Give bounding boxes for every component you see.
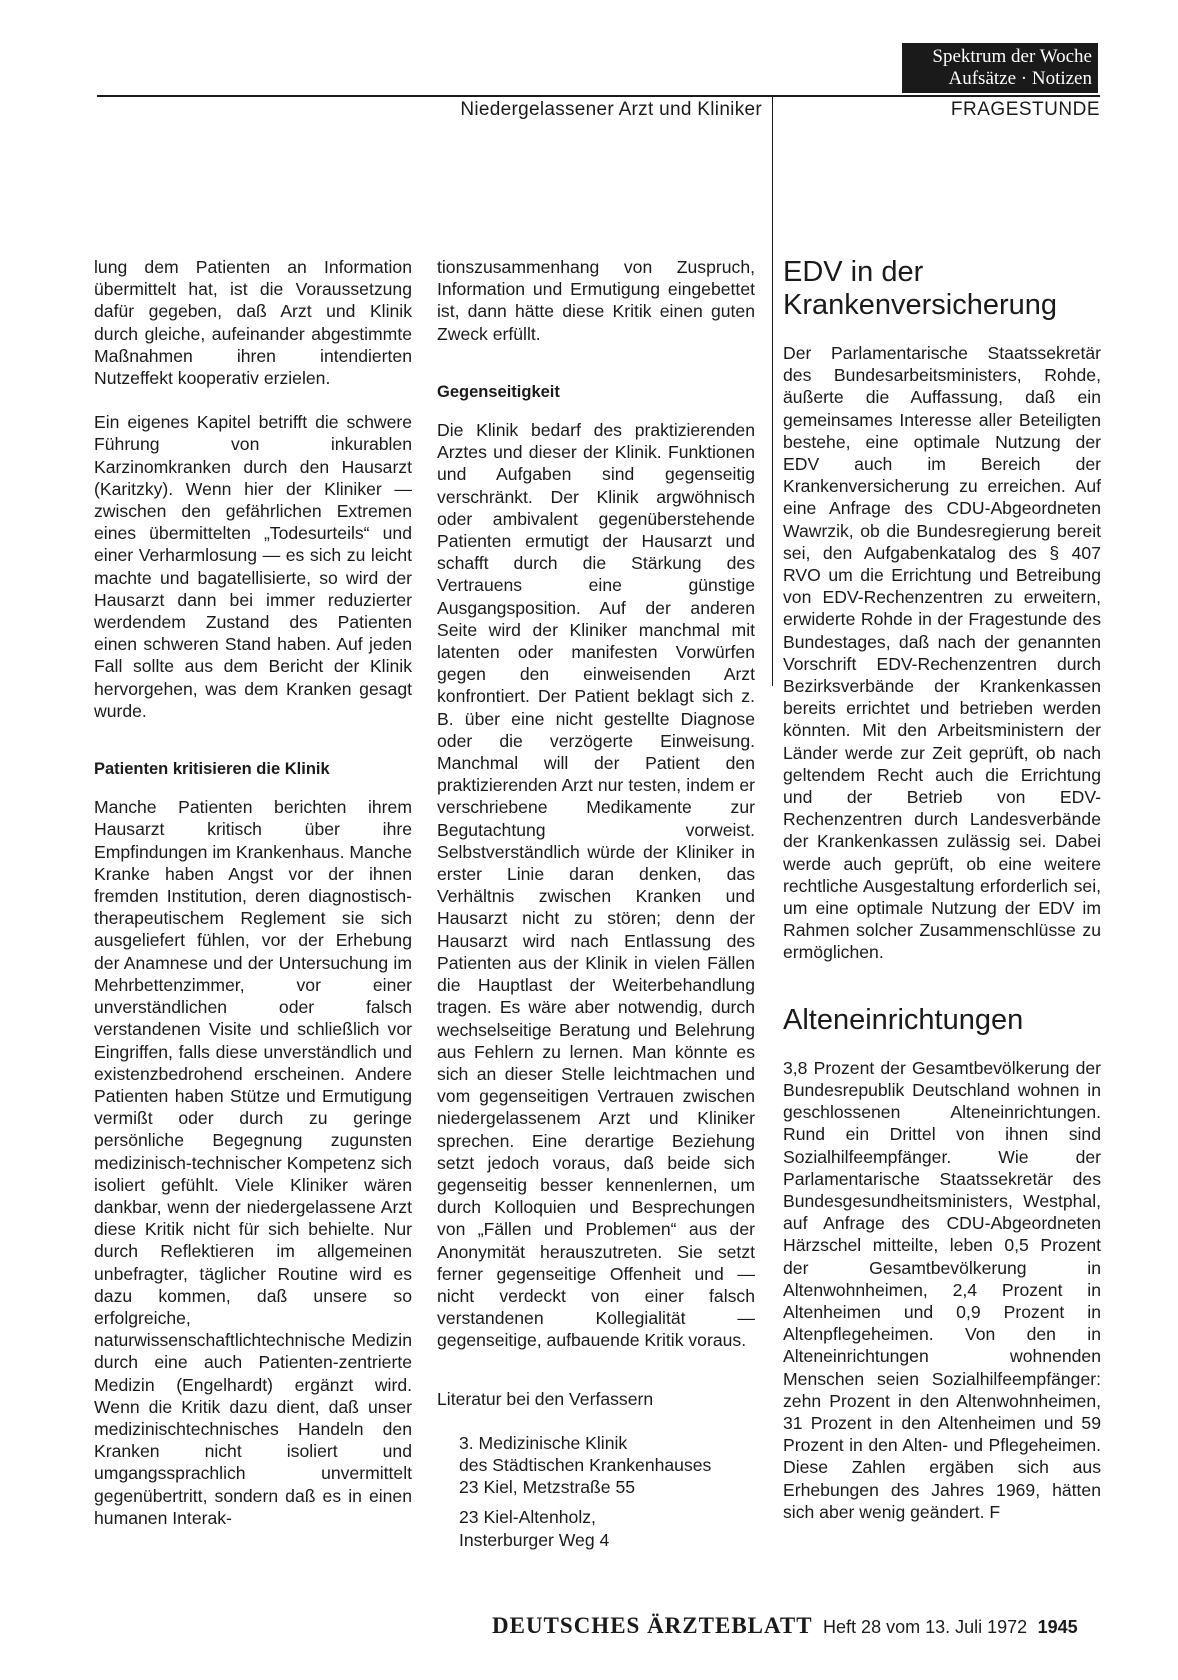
paragraph: tionszusammenhang von Zuspruch, Information und Ermutigung eingebettet ist, dann hätte diese Kritik einen guten Zweck erfüllt. [437, 257, 755, 344]
literature-note: Literatur bei den Verfassern [437, 1388, 654, 1409]
author-address-2 [437, 1506, 755, 1550]
running-head-left: Niedergelassener Arzt und Kliniker [460, 99, 762, 120]
paragraph: Der Parlamentarische Staatssekretär des Bundesarbeitsministers, Rohde, äußerte die Auffassung, daß ein gemeinsames Interesse aller Beteiligten bestehe, eine optimale Nutzung der EDV auch im Bereich der Krankenversicherung zu erreichen. Auf eine Anfrage des CDU-Abgeordneten Wawrzik, ob die Bundesregierung bereit sei, den Aufgabenkatalog des § 407 RVO um die Errichtung und Betreibung von EDV-Rechenzentren zu erweitern, erwiderte Rohde in der Fragestunde des Bundestages, daß nach der genannten Vorschrift EDV-Rechenzentren durch Bezirksverbände der Krankenkassen bereits errichtet und betrieben werden könnten. Mit den Arbeitsministern der Länder werde zur Zeit geprüft, ob nach geltendem Recht auch die Errichtung und der Betrieb von EDV-Rechenzentren durch Landesverbände der Krankenkassen zulässig sei. Dabei werde auch geprüft, ob eine weitere rechtliche Ausgestaltung erforderlich sei, um eine optimale Nutzung der EDV im Rahmen solcher Zusammenschlüsse zu ermöglichen. [783, 343, 1101, 963]
article-column-1 [94, 256, 412, 1529]
address-line: 23 Kiel, Metzstraße 55 [459, 1477, 636, 1498]
page-number: 1945 [1037, 1617, 1078, 1637]
running-head-right: FRAGESTUNDE [950, 99, 1100, 120]
badge-line-1: Spektrum der Woche [932, 46, 1092, 67]
address-line: des Städtischen Krankenhauses [459, 1454, 712, 1475]
paragraph: Ein eigenes Kapitel betrifft die schwere Führung von inkurablen Karzinomkranken durch den Hausarzt (Karitzky). Wenn hier der Kliniker — zwischen den gefährlichen Extremen eines übermittelten „Todesurteils“ und einer Verharmlosung — es sich zu leicht machte und bagatellisierte, so wird der Hausarzt dann bei immer reduzierter werdendem Zustand des Patienten einen schweren Stand haben. Auf jeden Fall sollte aus dem Bericht der Klinik hervorgehen, was dem Kranken gesagt wurde. [94, 412, 412, 721]
article-column-2 [437, 256, 755, 1551]
section-subheading: Gegenseitigkeit [437, 382, 560, 401]
section-subheading: Patienten kritisieren die Klinik [94, 760, 330, 779]
address-line: 23 Kiel-Altenholz, [459, 1507, 596, 1528]
paragraph: Die Klinik bedarf des praktizierenden Arztes und dieser der Klinik. Funktionen und Aufgaben sind gegenseitig verschränkt. Der Klinik argwöhnisch oder ambivalent gegenüberstehende Patienten ermutigt der Hausarzt und schafft durch die Stärkung des Vertrauens eine günstige Ausgangsposition. Auf der anderen Seite wird der Kliniker manchmal mit latenten oder manifesten Vorwürfen gegen den einweisenden Arzt konfrontiert. Der Patient beklagt sich z. B. über eine nicht gestellte Diagnose oder die verzögerte Einweisung. Manchmal will der Patient den praktizierenden Arzt nur testen, indem er verschriebene Medikamente zur Begutachtung vorweist. Selbstverständlich würde der Kliniker in erster Linie daran denken, das Verhältnis zwischen Kranken und Hausarzt nicht zu stören; denn der Hausarzt wird nach Entlassung des Patienten aus der Klinik in vielen Fällen die Hauptlast der Weiterbehandlung tragen. Es wäre aber notwendig, durch wechselseitige Beratung und Belehrung aus Fehlern zu lernen. Man könnte es sich an dieser Stelle leichtmachen und vom gegenseitigen Vertrauen zwischen niedergelassenem Arzt und Kliniker sprechen. Eine derartige Beziehung setzt jedoch voraus, daß beide sich gegenseitig besser kennenlernen, um durch Kolloquien und Besprechungen von „Fällen und Problemen“ aus der Anonymität herauszutreten. Sie setzt ferner gegenseitige Offenheit und — nicht verdeckt von einer falsch verstandenen Kollegialität — gegenseitige, aufbauende Kritik voraus. [437, 420, 755, 1351]
author-address-1 [437, 1432, 755, 1499]
page-footer [492, 1613, 1078, 1639]
paragraph: 3,8 Prozent der Gesamtbevölkerung der Bundesrepublik Deutschland wohnen in geschlossenen Alteneinrichtungen. Rund ein Drittel von ihnen sind Sozialhilfeempfänger. Wie der Parlamentarische Staatssekretär des Bundesgesundheitsministers, Westphal, auf Anfrage des CDU-Abgeordneten Härzschel mitteilte, leben 0,5 Prozent der Gesamtbevölkerung in Altenwohnheimen, 2,4 Prozent in Altenheimen und 0,9 Prozent in Altenpflegeheimen. Von den in Alteneinrichtungen wohnenden Menschen seien Sozialhilfeempfänger: zehn Prozent in den Altenwohnheimen, 31 Prozent in den Altenheimen und 59 Prozent in den Alten- und Pflegeheimen. Diese Zahlen ergäben sich aus Erhebungen des Jahres 1969, hätten sich aber wenig geändert. F [783, 1057, 1101, 1522]
article-column-3 [783, 256, 1101, 1523]
journal-name: DEUTSCHES ÄRZTEBLATT [492, 1613, 813, 1638]
header-rule [97, 95, 1100, 97]
badge-line-2: Aufsätze · Notizen [948, 68, 1092, 89]
article-heading: EDV in der Krankenversicherung [783, 256, 1058, 321]
paragraph: Manche Patienten berichten ihrem Hausarzt kritisch über ihre Empfindungen im Krankenhaus. Manche Kranke haben Angst vor der ihnen fremden Institution, deren diagnostisch-therapeutischem Reglement sie sich ausgeliefert fühlen, vor der Erhebung der Anamnese und der Untersuchung im Mehrbettenzimmer, vor einer unverständlichen oder falsch verstandenen Visite und schließlich vor Eingriffen, falls diese unverständlich und existenzbedrohend erscheinen. Andere Patienten haben Stütze und Ermutigung vermißt oder durch zu geringe persönliche Begegnung zugunsten medizinisch-technischer Kompetenz sich isoliert gefühlt. Viele Kliniker wären dankbar, wenn der niedergelassene Arzt diese Kritik nicht für sich behielte. Nur durch Reflektieren im allgemeinen unbefragter, täglicher Routine wird es dazu kommen, daß unsere so erfolgreiche, naturwissenschaftlichtechnische Medizin durch eine auch Patienten-zentrierte Medizin (Engelhardt) ergänzt wird. Wenn die Kritik dazu dient, daß unser medizinischtechnisches Handeln den Kranken nicht isoliert und umgangssprachlich unvermittelt gegenübertritt, sondern daß es in einen humanen Interak- [94, 797, 412, 1528]
paragraph: lung dem Patienten an Information übermittelt hat, ist die Voraussetzung dafür gegeben, daß Arzt und Klinik durch gleiche, aufeinander abgestimmte Maßnahmen ihren intendierten Nutzeffekt kooperativ erzielen. [94, 257, 412, 389]
section-badge [902, 43, 1098, 93]
issue-info: Heft 28 vom 13. Juli 1972 [823, 1617, 1028, 1637]
column-divider-rule [772, 96, 773, 686]
article-heading: Alteneinrichtungen [783, 1003, 1024, 1036]
address-line: Insterburger Weg 4 [459, 1529, 610, 1550]
address-line: 3. Medizinische Klinik [459, 1432, 628, 1453]
